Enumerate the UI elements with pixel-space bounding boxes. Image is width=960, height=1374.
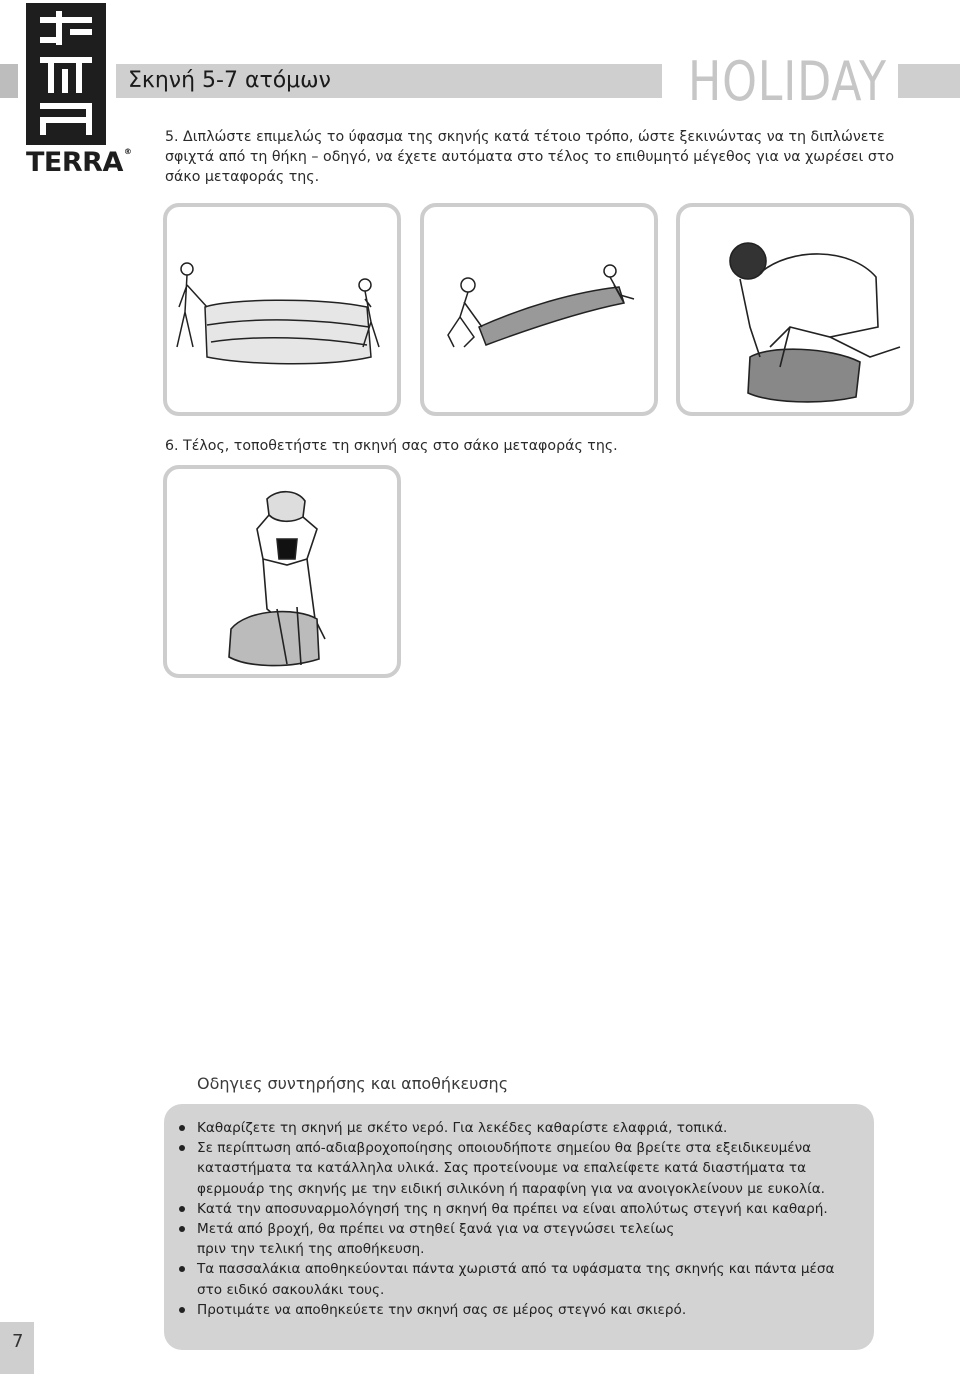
page-number: 7 bbox=[12, 1331, 24, 1352]
two-people-holding-tent-illustration bbox=[167, 207, 397, 412]
list-item: Τα πασσαλάκια αποθηκεύονται πάντα χωριστά από τα υφάσματα της σκηνής και πάντα μέσα στο ειδικό σακουλάκι τους. bbox=[178, 1259, 838, 1299]
illustration-frame-fold-2 bbox=[420, 203, 658, 416]
header-left-tab bbox=[0, 64, 18, 98]
logo-wordmark: TERRA® bbox=[26, 147, 132, 178]
illustration-frame-pack bbox=[163, 465, 401, 678]
step-5-line-2: σφιχτά από τη θήκη – οδηγό, να έχετε αυτόματα στο τέλος το επιθυμητό μέγεθος για να χωρέσει στο bbox=[165, 149, 895, 165]
list-item: Κατά την αποσυναρμολόγησή της η σκηνή θα πρέπει να είναι απολύτως στεγνή και καθαρή. bbox=[178, 1199, 838, 1219]
list-item: Μετά από βροχή, θα πρέπει να στηθεί ξανά για να στεγνώσει τελείως πριν την τελική της αποθήκευση. bbox=[178, 1219, 838, 1259]
list-item: Καθαρίζετε τη σκηνή με σκέτο νερό. Για λεκέδες καθαρίστε ελαφριά, τοπικά. bbox=[178, 1118, 838, 1138]
care-instructions-list bbox=[178, 1118, 838, 1320]
packing-bag-illustration bbox=[167, 469, 397, 674]
step-6-text: 6. Τέλος, τοποθετήστε τη σκηνή σας στο σάκο μεταφοράς της. bbox=[165, 438, 618, 454]
step-5-line-1: 5. Διπλώστε επιμελώς το ύφασμα της σκηνής κατά τέτοιο τρόπο, ώστε ξεκινώντας να τη διπλώνετε bbox=[165, 129, 885, 145]
list-item: Σε περίπτωση από-αδιαβροχοποίησης οποιουδήποτε σημείου θα βρείτε στα εξειδικευμένα καταστήματα τα κατάλληλα υλικά. Σας προτείνουμε να επαλείφετε κατά διαστήματα τα φερμουάρ της σκηνής με την ειδική σιλικόνη ή παραφίνη για να ανοιγοκλείνουν με ευκολία. bbox=[178, 1138, 838, 1199]
kneeling-rolling-tent-illustration bbox=[680, 207, 910, 412]
header-right-tab bbox=[898, 64, 960, 98]
terra-logo bbox=[26, 3, 106, 145]
care-section-title: Οδηγιες συντηρήσης και αποθήκευσης bbox=[197, 1074, 509, 1093]
product-line-title: HOLIDAY bbox=[688, 50, 887, 113]
page-title: Σκηνή 5-7 ατόμων bbox=[128, 68, 331, 93]
step-5-line-3: σάκο μεταφοράς της. bbox=[165, 169, 320, 185]
terra-glyph-icon bbox=[26, 3, 106, 145]
rolling-tent-illustration bbox=[424, 207, 654, 412]
illustration-frame-fold-1 bbox=[163, 203, 401, 416]
illustration-frame-fold-3 bbox=[676, 203, 914, 416]
list-item: Προτιμάτε να αποθηκεύετε την σκηνή σας σε μέρος στεγνό και σκιερό. bbox=[178, 1300, 838, 1320]
